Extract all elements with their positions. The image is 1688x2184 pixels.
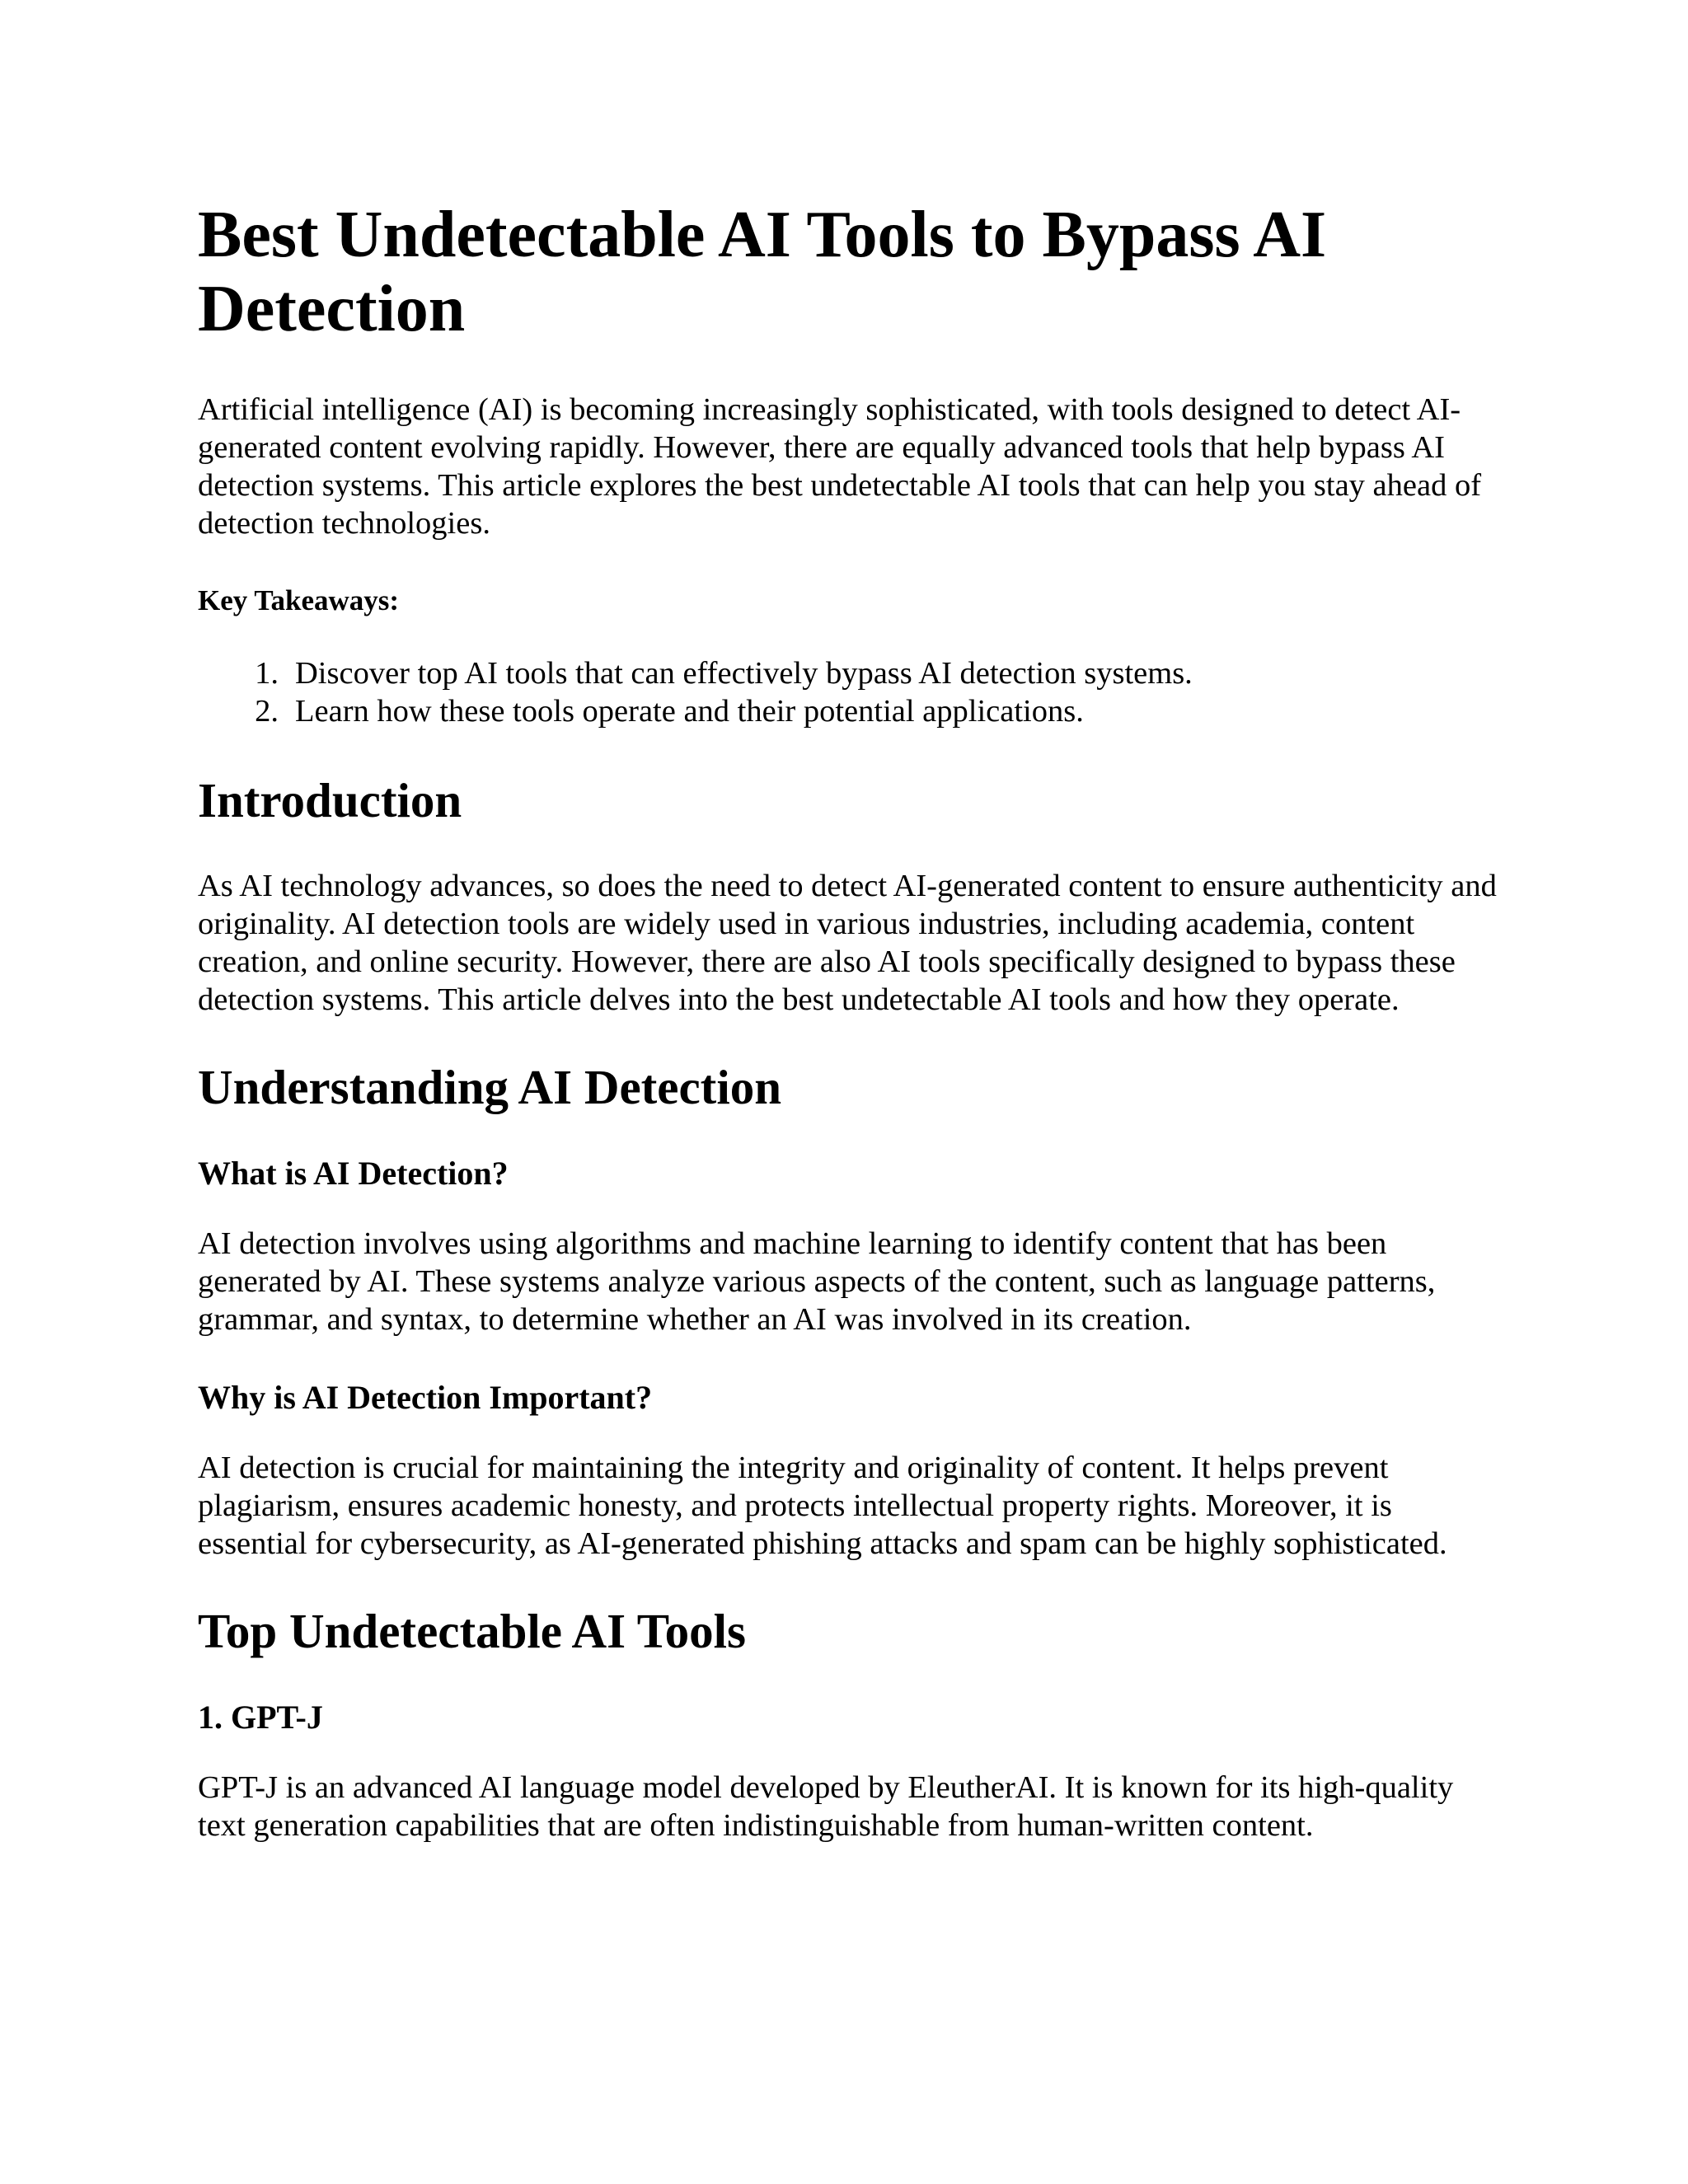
understanding-heading: Understanding AI Detection — [198, 1060, 782, 1114]
top-tools-heading: Top Undetectable AI Tools — [198, 1604, 747, 1658]
document-page — [198, 198, 1500, 1884]
gpt-j-paragraph: GPT-J is an advanced AI language model developed by EleutherAI. It is known for its high-quality text generation capabilities that are often indistinguishable from human-written content. — [198, 1770, 1454, 1843]
list-item-number: 2. — [255, 694, 279, 729]
introduction-paragraph: As AI technology advances, so does the need to detect AI-generated content to ensure authenticity and originality. AI detection tools are widely used in various industries, including academia, content creation, and online security. However, there are also AI tools specifically designed to bypass these detection systems. This article delves into the best undetectable AI tools and how they operate. — [198, 869, 1497, 1017]
list-item — [198, 692, 1500, 730]
key-takeaways-label: Key Takeaways: — [198, 584, 400, 616]
why-ai-detection-heading: Why is AI Detection Important? — [198, 1379, 653, 1416]
list-item-text: Discover top AI tools that can effectively bypass AI detection systems. — [295, 656, 1193, 691]
introduction-heading: Introduction — [198, 773, 462, 827]
why-ai-detection-paragraph: AI detection is crucial for maintaining the integrity and originality of content. It helps prevent plagiarism, ensures academic honesty, and protects intellectual property rights. Moreover, it is essential for cybersecurity, as AI-generated phishing attacks and spam can be highly sophisticated. — [198, 1451, 1447, 1561]
what-is-ai-detection-heading: What is AI Detection? — [198, 1155, 509, 1192]
what-is-ai-detection-paragraph: AI detection involves using algorithms and machine learning to identify content that has been generated by AI. These systems analyze various aspects of the content, such as language patterns, grammar, and syntax, to determine whether an AI was involved in its creation. — [198, 1226, 1436, 1337]
list-item-number: 1. — [255, 656, 279, 691]
key-takeaways-list — [198, 654, 1500, 730]
intro-paragraph: Artificial intelligence (AI) is becoming increasingly sophisticated, with tools designed to detect AI-generated content evolving rapidly. However, there are equally advanced tools that help bypass AI detection systems. This article explores the best undetectable AI tools that can help you stay ahead of detection technologies. — [198, 392, 1482, 541]
list-item-text: Learn how these tools operate and their potential applications. — [295, 694, 1084, 729]
gpt-j-heading: 1. GPT-J — [198, 1699, 323, 1736]
list-item — [198, 654, 1500, 692]
document-title: Best Undetectable AI Tools to Bypass AI Detection — [198, 199, 1327, 345]
